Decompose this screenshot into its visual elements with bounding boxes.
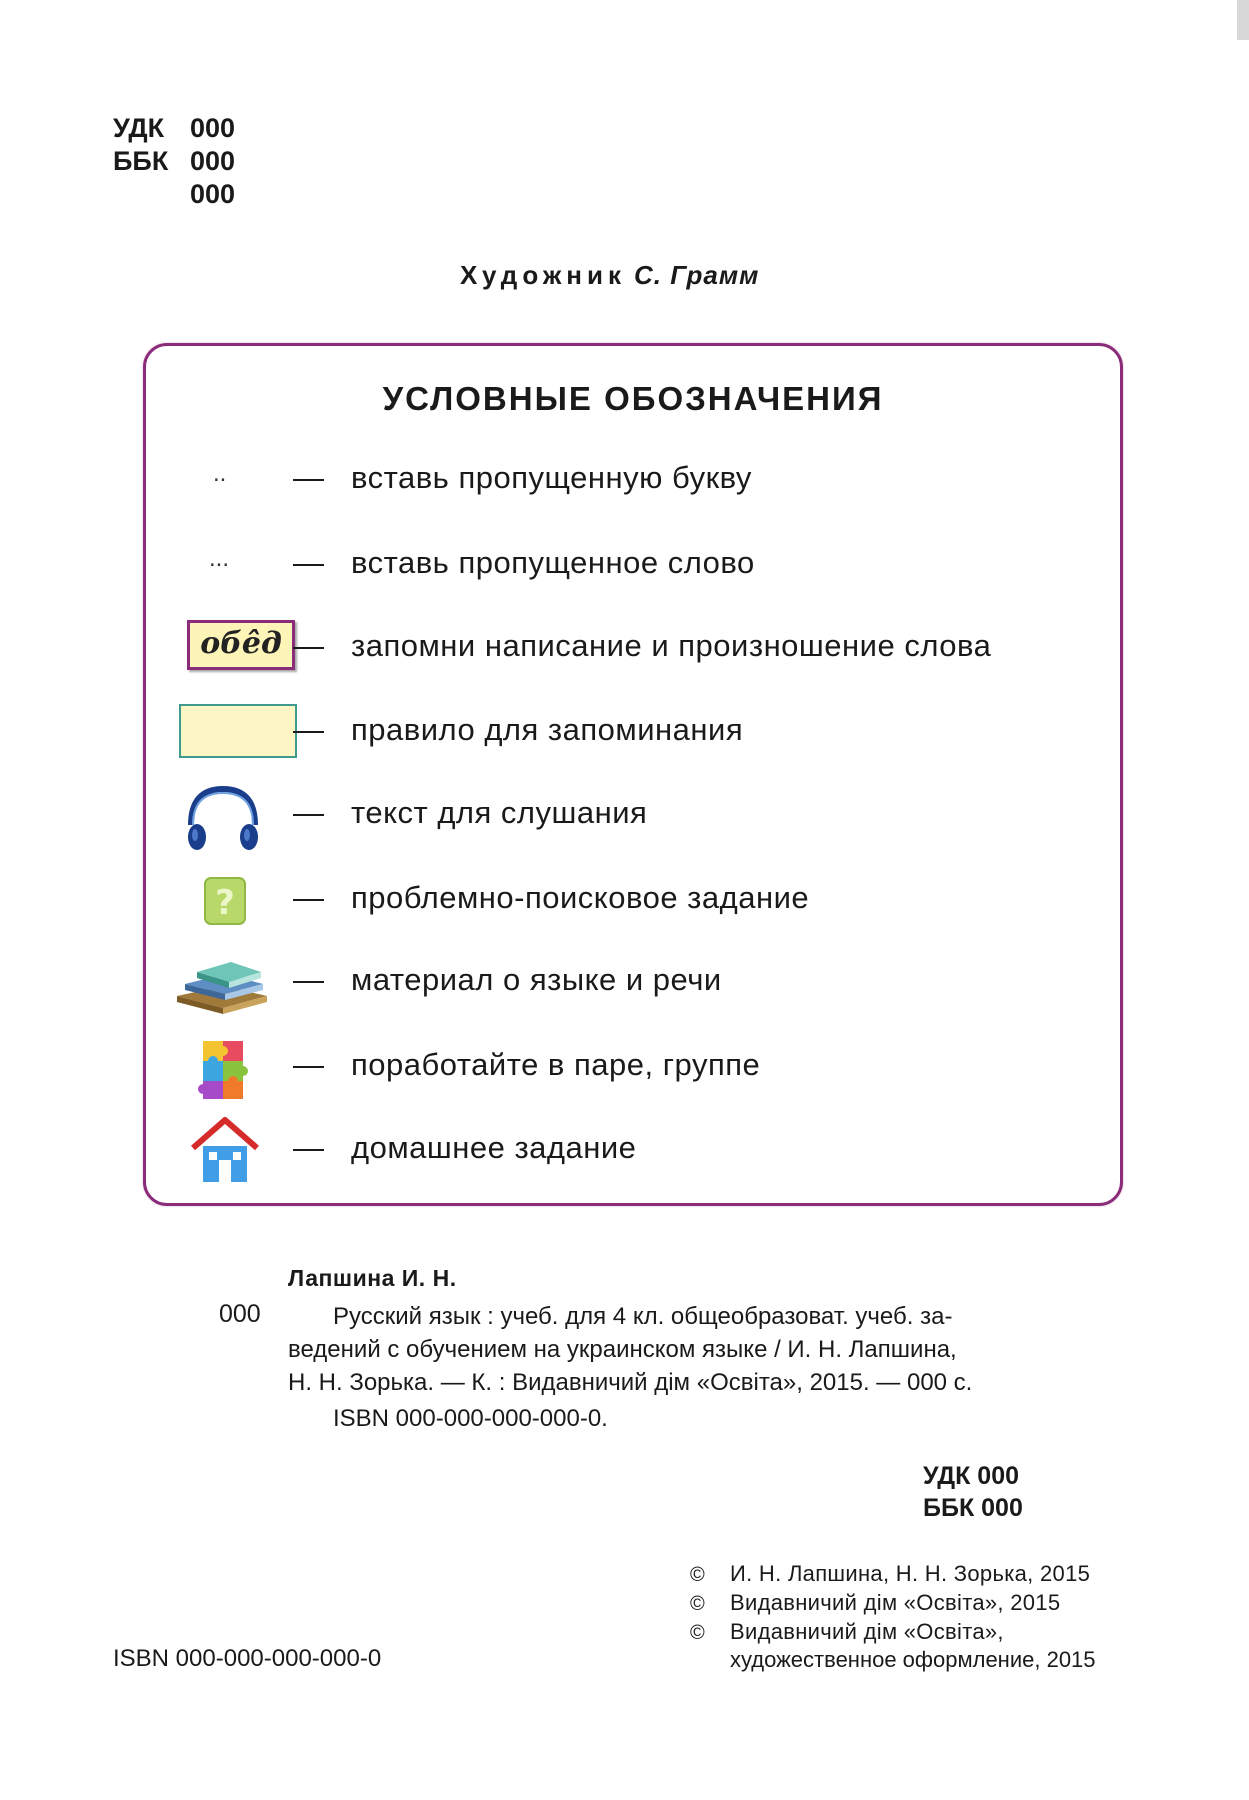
legend-text: проблемно-поисковое задание — [351, 880, 810, 915]
headphones-icon — [163, 781, 283, 851]
legend-row-language-material — [146, 948, 1120, 1018]
bbk-bottom: ББК 000 — [923, 1494, 1023, 1522]
copyright-line-3 — [690, 1618, 1004, 1647]
legend-dash: — — [293, 712, 324, 747]
copyright-text-1: И. Н. Лапшина, Н. Н. Зорька, 2015 — [730, 1561, 1091, 1586]
copyright-icon: © — [690, 1564, 706, 1586]
legend-row-remember-word — [146, 614, 1120, 684]
extra-value: 000 — [190, 179, 236, 209]
legend-dash: — — [293, 1130, 324, 1165]
bib-isbn: ISBN 000-000-000-000-0. — [333, 1405, 608, 1432]
legend-row-missing-word — [146, 531, 1120, 601]
legend-text: материал о языке и речи — [351, 962, 722, 997]
copyright-text-3a: Видавничий дім «Освіта», — [730, 1619, 1004, 1644]
legend-text: вставь пропущенное слово — [351, 545, 755, 580]
legend-dash: — — [293, 795, 324, 830]
artist-name: С. Грамм — [634, 260, 760, 290]
two-dots-icon: .. — [213, 460, 227, 487]
legend-text: запомни написание и произношение слова — [351, 628, 992, 663]
bbk-label: ББК — [113, 146, 169, 176]
bbk-top — [113, 145, 235, 177]
legend-row-pair-work — [146, 1033, 1120, 1103]
legend-dash: — — [293, 1047, 324, 1082]
artist-label: Художник — [460, 260, 626, 290]
house-icon — [163, 1116, 283, 1186]
three-dots-icon: ... — [209, 545, 230, 572]
udk-label: УДК — [113, 113, 165, 143]
rule-box-icon — [163, 698, 283, 768]
legend-text: правило для запоминания — [351, 712, 744, 747]
legend-row-missing-letter — [146, 446, 1120, 516]
legend-dash: — — [293, 628, 324, 663]
legend-row-listening — [146, 781, 1120, 851]
legend-dash: — — [293, 962, 324, 997]
udk-value: 000 — [190, 113, 236, 143]
legend-row-homework — [146, 1116, 1120, 1186]
word-card-text: обе̂д — [187, 620, 295, 670]
legend-text: вставь пропущенную букву — [351, 460, 752, 495]
bib-number: 000 — [219, 1300, 261, 1328]
books-icon — [163, 948, 283, 1018]
legend-dash: — — [293, 545, 324, 580]
legend-row-rule — [146, 698, 1120, 768]
word-card-icon — [163, 614, 283, 684]
legend-dash: — — [293, 880, 324, 915]
classification-extra — [113, 178, 235, 210]
isbn-bottom: ISBN 000-000-000-000-0 — [113, 1645, 382, 1672]
page-edge-mark — [1237, 0, 1249, 40]
legend-dash: — — [293, 460, 324, 495]
bib-line-2: ведений с обучением на украинском языке / И. Н. Лапшина, — [288, 1336, 957, 1363]
legend-title: УСЛОВНЫЕ ОБОЗНАЧЕНИЯ — [382, 380, 884, 417]
legend-text: поработайте в паре, группе — [351, 1047, 761, 1082]
legend-row-problem — [146, 866, 1120, 936]
legend-box — [143, 343, 1123, 1206]
copyright-icon: © — [690, 1593, 706, 1615]
svg-text:?: ? — [215, 883, 235, 923]
legend-text: домашнее задание — [351, 1130, 637, 1165]
copyright-line-2 — [690, 1589, 1060, 1618]
question-icon — [163, 866, 283, 936]
artist-line — [460, 260, 759, 291]
puzzle-icon — [163, 1033, 283, 1103]
copyright-text-2: Видавничий дім «Освіта», 2015 — [730, 1590, 1061, 1615]
bib-line-1: Русский язык : учеб. для 4 кл. общеобразоват. учеб. за- — [333, 1303, 953, 1330]
udk-bottom: УДК 000 — [923, 1462, 1020, 1490]
copyright-icon: © — [690, 1622, 706, 1644]
bib-line-3: Н. Н. Зорька. — К. : Видавничий дім «Освіта», 2015. — 000 с. — [288, 1369, 973, 1396]
author: Лапшина И. Н. — [288, 1265, 457, 1291]
legend-text: текст для слушания — [351, 795, 648, 830]
copyright-line-3b: художественное оформление, 2015 — [730, 1647, 1096, 1672]
udk-top — [113, 112, 235, 144]
bbk-value: 000 — [190, 146, 236, 176]
copyright-line-1 — [690, 1560, 1090, 1589]
bib-description — [288, 1300, 1048, 1399]
